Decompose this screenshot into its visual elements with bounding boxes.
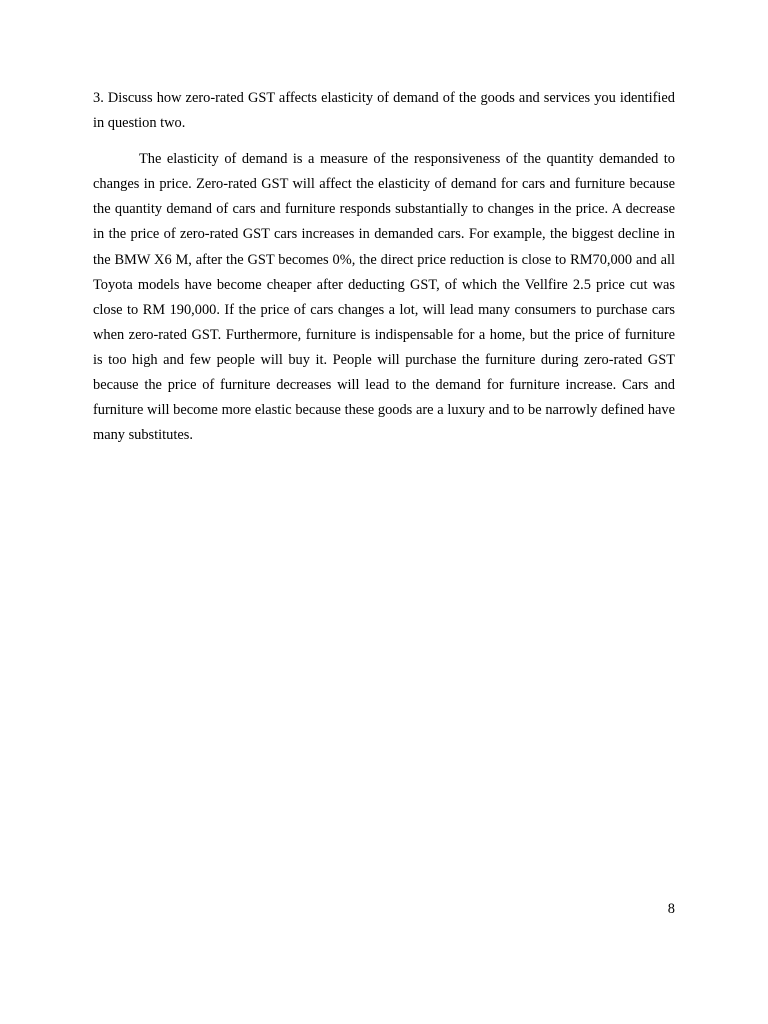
page-content	[93, 86, 675, 448]
answer-paragraph: The elasticity of demand is a measure of the responsiveness of the quantity demanded to changes in price. Zero-rated GST will affect the elasticity of demand for cars and furniture because the quantity demand of cars and furniture responds substantially to changes in the price. A decrease in the price of zero-rated GST cars increases in demanded cars. For example, the biggest decline in the BMW X6 M, after the GST becomes 0%, the direct price reduction is close to RM70,000 and all Toyota models have become cheaper after deducting GST, of which the Vellfire 2.5 price cut was close to RM 190,000. If the price of cars changes a lot, will lead many consumers to purchase cars when zero-rated GST. Furthermore, furniture is indispensable for a home, but the price of furniture is too high and few people will buy it. People will purchase the furniture during zero-rated GST because the price of furniture decreases will lead to the demand for furniture increase. Cars and furniture will become more elastic because these goods are a luxury and to be narrowly defined have many substitutes.	[93, 151, 675, 444]
page-number: 8	[667, 901, 675, 917]
question-text: 3. Discuss how zero-rated GST affects elasticity of demand of the goods and services you identified in question two.	[93, 90, 675, 132]
